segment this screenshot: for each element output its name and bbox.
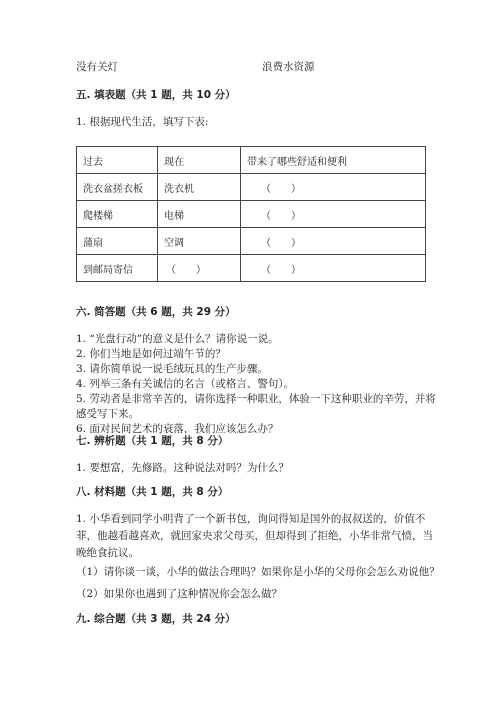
section7-heading: 七. 辨析题（共 1 题，共 8 分）: [76, 435, 229, 447]
section6-item-5: 5. 劳动者是非常辛苦的，请你选择一种职业，体验一下这种职业的辛劳，并将: [76, 393, 436, 405]
table-row: [77, 174, 426, 201]
table-cell: 洗衣机: [158, 174, 241, 201]
table-cell: 电梯: [158, 201, 241, 228]
section6-item-1: 1. “光盘行动”的意义是什么？请你说一说。: [76, 333, 279, 345]
table-cell: 洗衣盆搓衣板: [77, 174, 158, 201]
section8-material-line-2: 菲，他越看越喜欢，就回家央求父母买，但却得到了拒绝，小华非常气愤，当: [76, 530, 433, 542]
section8-material-line-3: 晚绝食抗议。: [76, 547, 139, 559]
table-cell: 过去: [77, 147, 158, 174]
answer-blank[interactable]: （ ）: [241, 255, 426, 282]
section6-item-5-cont: 感受写下来。: [76, 408, 139, 420]
section6-item-2: 2. 你们当地是如何过端午节的？: [76, 348, 226, 360]
section6-item-4: 4. 列举三条有关诚信的名言（或格言、警句）。: [76, 378, 295, 390]
answer-blank[interactable]: （ ）: [241, 174, 426, 201]
section7-question: 1. 要想富，先修路。这种说法对吗？为什么？: [76, 462, 289, 474]
section9-heading: 九. 综合题（共 3 题，共 24 分）: [76, 613, 236, 625]
table-cell: 带来了哪些舒适和便利: [241, 147, 426, 174]
section8-sub-question-2: （2）如果你也遇到了这种情况你会怎么做？: [76, 588, 283, 600]
answer-blank[interactable]: （ ）: [158, 255, 241, 282]
table-header-row: [77, 147, 426, 174]
table-cell: 空调: [158, 228, 241, 255]
section6-heading: 六. 简答题（共 6 题，共 29 分）: [76, 306, 236, 318]
section6-item-3: 3. 请你简单说一说毛绒玩具的生产步骤。: [76, 363, 268, 375]
section6-item-6: 6. 面对民间艺术的衰落，我们应该怎么办？: [76, 423, 279, 435]
table-row: [77, 201, 426, 228]
top-row-right: 浪费水资源: [262, 61, 315, 73]
section5-question: 1. 根据现代生活，填写下表:: [76, 116, 209, 128]
table-row: [77, 228, 426, 255]
top-row-left: 没有关灯: [76, 61, 118, 73]
table-cell: 到邮局寄信: [77, 255, 158, 282]
fill-table: [76, 146, 426, 282]
answer-blank[interactable]: （ ）: [241, 228, 426, 255]
section5-heading: 五. 填表题（共 1 题，共 10 分）: [76, 89, 236, 101]
section8-sub-question-1: （1）请你谈一谈，小华的做法合理吗？如果你是小华的父母你会怎么劝说他？: [76, 566, 440, 578]
table-cell: 现在: [158, 147, 241, 174]
section8-heading: 八. 材料题（共 1 题，共 8 分）: [76, 486, 229, 498]
table-row: [77, 255, 426, 282]
answer-blank[interactable]: （ ）: [241, 201, 426, 228]
table-cell: 爬楼梯: [77, 201, 158, 228]
section8-material-line-1: 1. 小华看到同学小明背了一个新书包，询问得知是国外的叔叔送的，价值不: [76, 513, 426, 525]
table-cell: 蒲扇: [77, 228, 158, 255]
